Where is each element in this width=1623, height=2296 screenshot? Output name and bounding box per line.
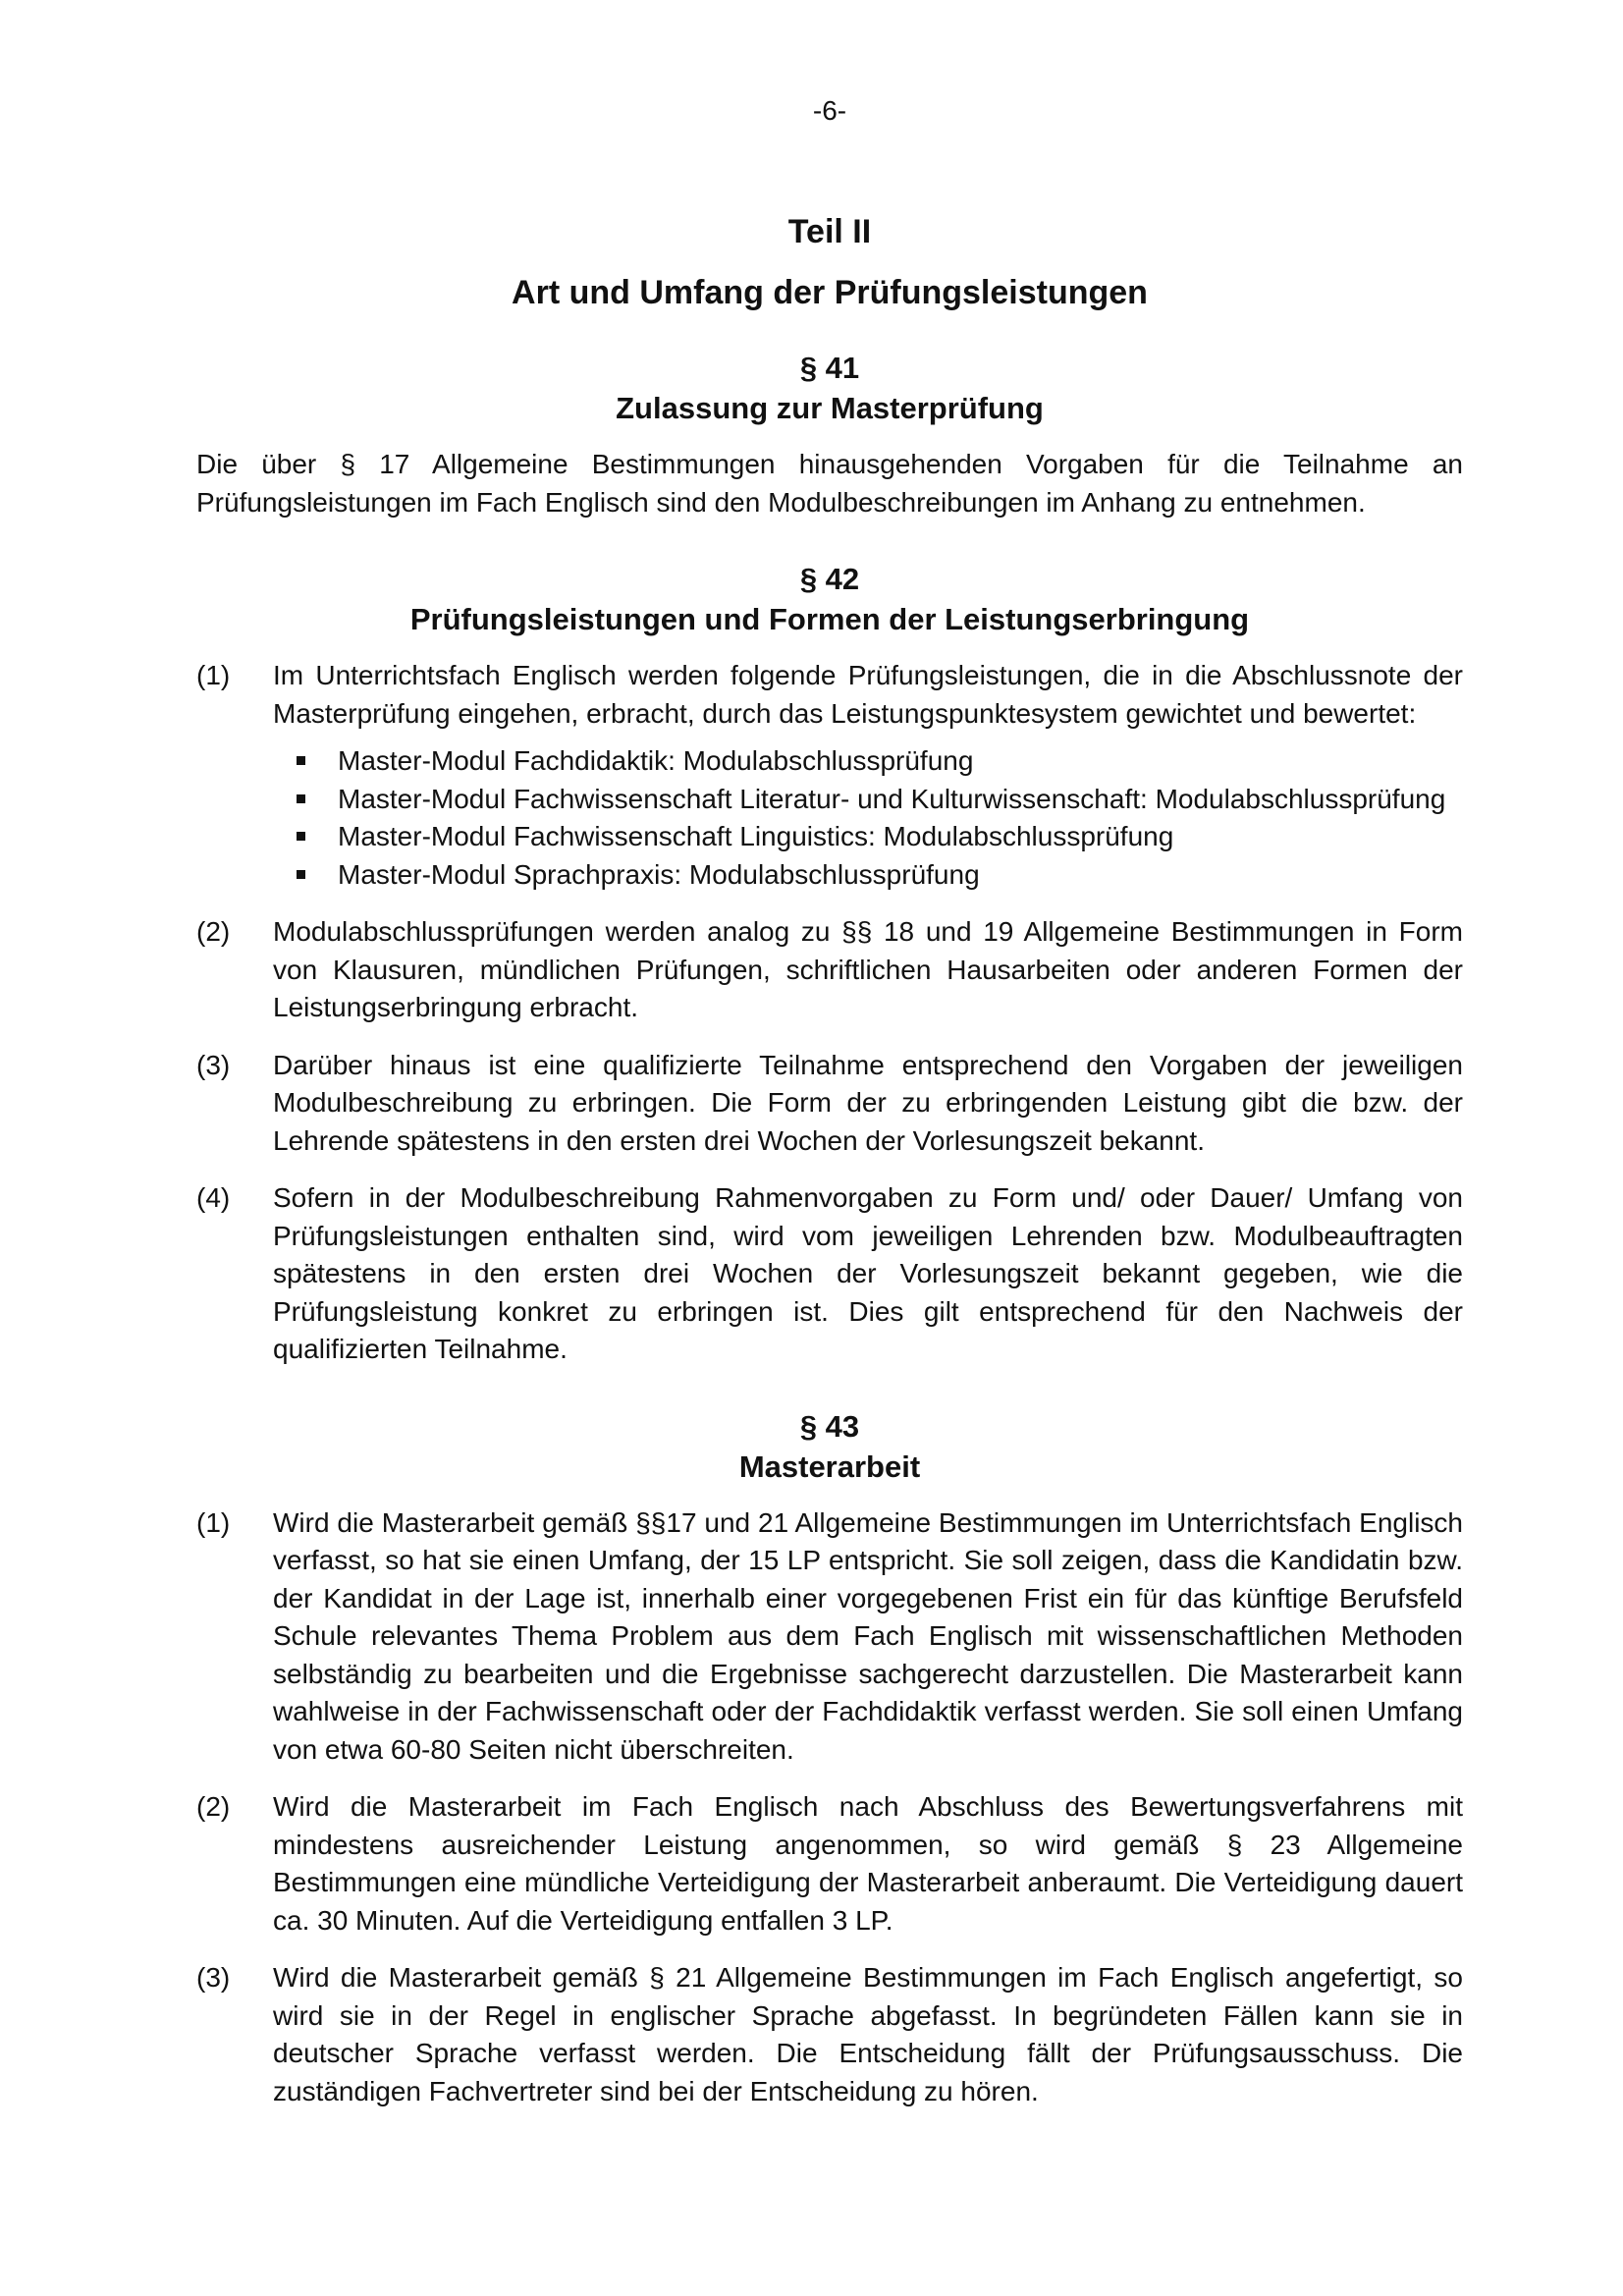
paragraph-number: (3) bbox=[196, 1049, 231, 1080]
paragraph-text: Modulabschlussprüfungen werden analog zu §§ 18 und 19 Allgemeine Bestimmungen in Form von Klausuren, mündlichen Prüfungen, schriftlichen Hausarbeiten oder anderen Formen der Leistungserbringung erbracht. bbox=[273, 916, 1463, 1022]
square-bullet-icon bbox=[297, 832, 305, 841]
paragraph-text: Wird die Masterarbeit im Fach Englisch nach Abschluss des Bewertungsverfahrens mit mindestens ausreichender Leistung angenommen, so wird gemäß § 23 Allgemeine Bestimmungen eine mündliche Verteidigung der Masterarbeit anberaumt. Die Verteidigung dauert ca. 30 Minuten. Auf die Verteidigung entfallen 3 LP. bbox=[273, 1791, 1463, 1936]
paragraph-text: Sofern in der Modulbeschreibung Rahmenvorgaben zu Form und/ oder Dauer/ Umfang von Prüfungsleistungen enthalten sind, wird vom jeweiligen Lehrenden bzw. Modulbeauftragten spätestens in den ersten drei Wochen der Vorlesungszeit bekannt gegeben, wie die Prüfungsleistung konkret zu erbringen ist. Dies gilt entsprechend für den Nachweis der qualifizierten Teilnahme. bbox=[273, 1182, 1463, 1364]
list-item bbox=[293, 818, 1463, 856]
module-list bbox=[273, 742, 1463, 894]
paragraph-text: Darüber hinaus ist eine qualifizierte Teilnahme entsprechend den Vorgaben der jeweiligen Modulbeschreibung zu erbringen. Die Form der zu erbringenden Leistung gibt die bzw. der Lehrende spätestens in den ersten drei Wochen der Vorlesungszeit bekannt. bbox=[273, 1049, 1463, 1156]
paragraph-4 bbox=[196, 1179, 1463, 1369]
square-bullet-icon bbox=[297, 794, 305, 803]
paragraph-3 bbox=[196, 1959, 1463, 2110]
section-text: Die über § 17 Allgemeine Bestimmungen hinausgehenden Vorgaben für die Teilnahme an Prüfungsleistungen im Fach Englisch sind den Modulbeschreibungen im Anhang zu entnehmen. bbox=[196, 449, 1463, 518]
page-content bbox=[196, 94, 1463, 2148]
section-43 bbox=[196, 1406, 1463, 2111]
square-bullet-icon bbox=[297, 870, 305, 879]
section-number: § 41 bbox=[799, 351, 860, 385]
list-item-text: Master-Modul Fachdidaktik: Modulabschlussprüfung bbox=[338, 745, 974, 776]
section-number: § 43 bbox=[799, 1408, 860, 1444]
paragraph-1 bbox=[196, 1504, 1463, 1770]
part-title: Teil II bbox=[787, 213, 872, 250]
paragraph-number: (2) bbox=[196, 1791, 231, 1822]
list-item bbox=[293, 781, 1463, 819]
paragraph-1 bbox=[196, 657, 1463, 894]
list-item-text: Master-Modul Fachwissenschaft Literatur- und Kulturwissenschaft: Modulabschlussprüfung bbox=[338, 783, 1446, 814]
paragraph-number: (3) bbox=[196, 1962, 231, 1993]
paragraph-number: (2) bbox=[196, 916, 231, 947]
paragraph-number: (1) bbox=[196, 660, 231, 690]
page-number: -6- bbox=[812, 95, 847, 126]
section-title: Zulassung zur Masterprüfung bbox=[616, 391, 1044, 425]
section-41 bbox=[196, 348, 1463, 521]
paragraph-text: Wird die Masterarbeit gemäß § 21 Allgemeine Bestimmungen im Fach Englisch angefertigt, so wird sie in der Regel in englischer Sprache abgefasst. In begründeten Fällen kann sie in deutscher Sprache verfasst werden. Die Entscheidung fällt der Prüfungsausschuss. Die zuständigen Fachvertreter sind bei der Entscheidung zu hören. bbox=[273, 1962, 1463, 2106]
paragraph-number: (4) bbox=[196, 1182, 231, 1213]
list-item-text: Master-Modul Sprachpraxis: Modulabschlussprüfung bbox=[338, 858, 980, 890]
paragraph-3 bbox=[196, 1047, 1463, 1161]
list-item-text: Master-Modul Fachwissenschaft Linguistics: Modulabschlussprüfung bbox=[338, 821, 1174, 851]
list-item bbox=[293, 856, 1463, 895]
part-subtitle: Art und Umfang der Prüfungsleistungen bbox=[512, 274, 1148, 311]
paragraph-2 bbox=[196, 913, 1463, 1027]
square-bullet-icon bbox=[297, 756, 305, 765]
section-title: Masterarbeit bbox=[738, 1449, 921, 1484]
paragraph-text: Im Unterrichtsfach Englisch werden folgende Prüfungsleistungen, die in die Abschlussnote der Masterprüfung eingehen, erbracht, durch das Leistungspunktesystem gewichtet und bewertet: bbox=[273, 660, 1463, 729]
section-42 bbox=[196, 559, 1463, 1369]
paragraph-2 bbox=[196, 1788, 1463, 1940]
section-number: § 42 bbox=[799, 562, 860, 596]
section-title: Prüfungsleistungen und Formen der Leistungserbringung bbox=[409, 602, 1250, 636]
paragraph-number: (1) bbox=[196, 1506, 231, 1538]
paragraph-text: Wird die Masterarbeit gemäß §§17 und 21 Allgemeine Bestimmungen im Unterrichtsfach Englisch verfasst, so hat sie einen Umfang, der 15 LP entspricht. Sie soll zeigen, dass die Kandidatin bzw. der Kandidat in der Lage ist, innerhalb einer vorgegebenen Frist ein für das künftige Berufsfeld Schule relevantes Thema Problem aus dem Fach Englisch mit wissenschaftlichen Methoden selbständig zu bearbeiten und die Ergebnisse sachgerecht darzustellen. Die Masterarbeit kann wahlweise in der Fachwissenschaft oder der Fachdidaktik verfasst werden. Sie soll einen Umfang von etwa 60-80 Seiten nicht überschreiten. bbox=[273, 1506, 1463, 1765]
list-item bbox=[293, 742, 1463, 781]
